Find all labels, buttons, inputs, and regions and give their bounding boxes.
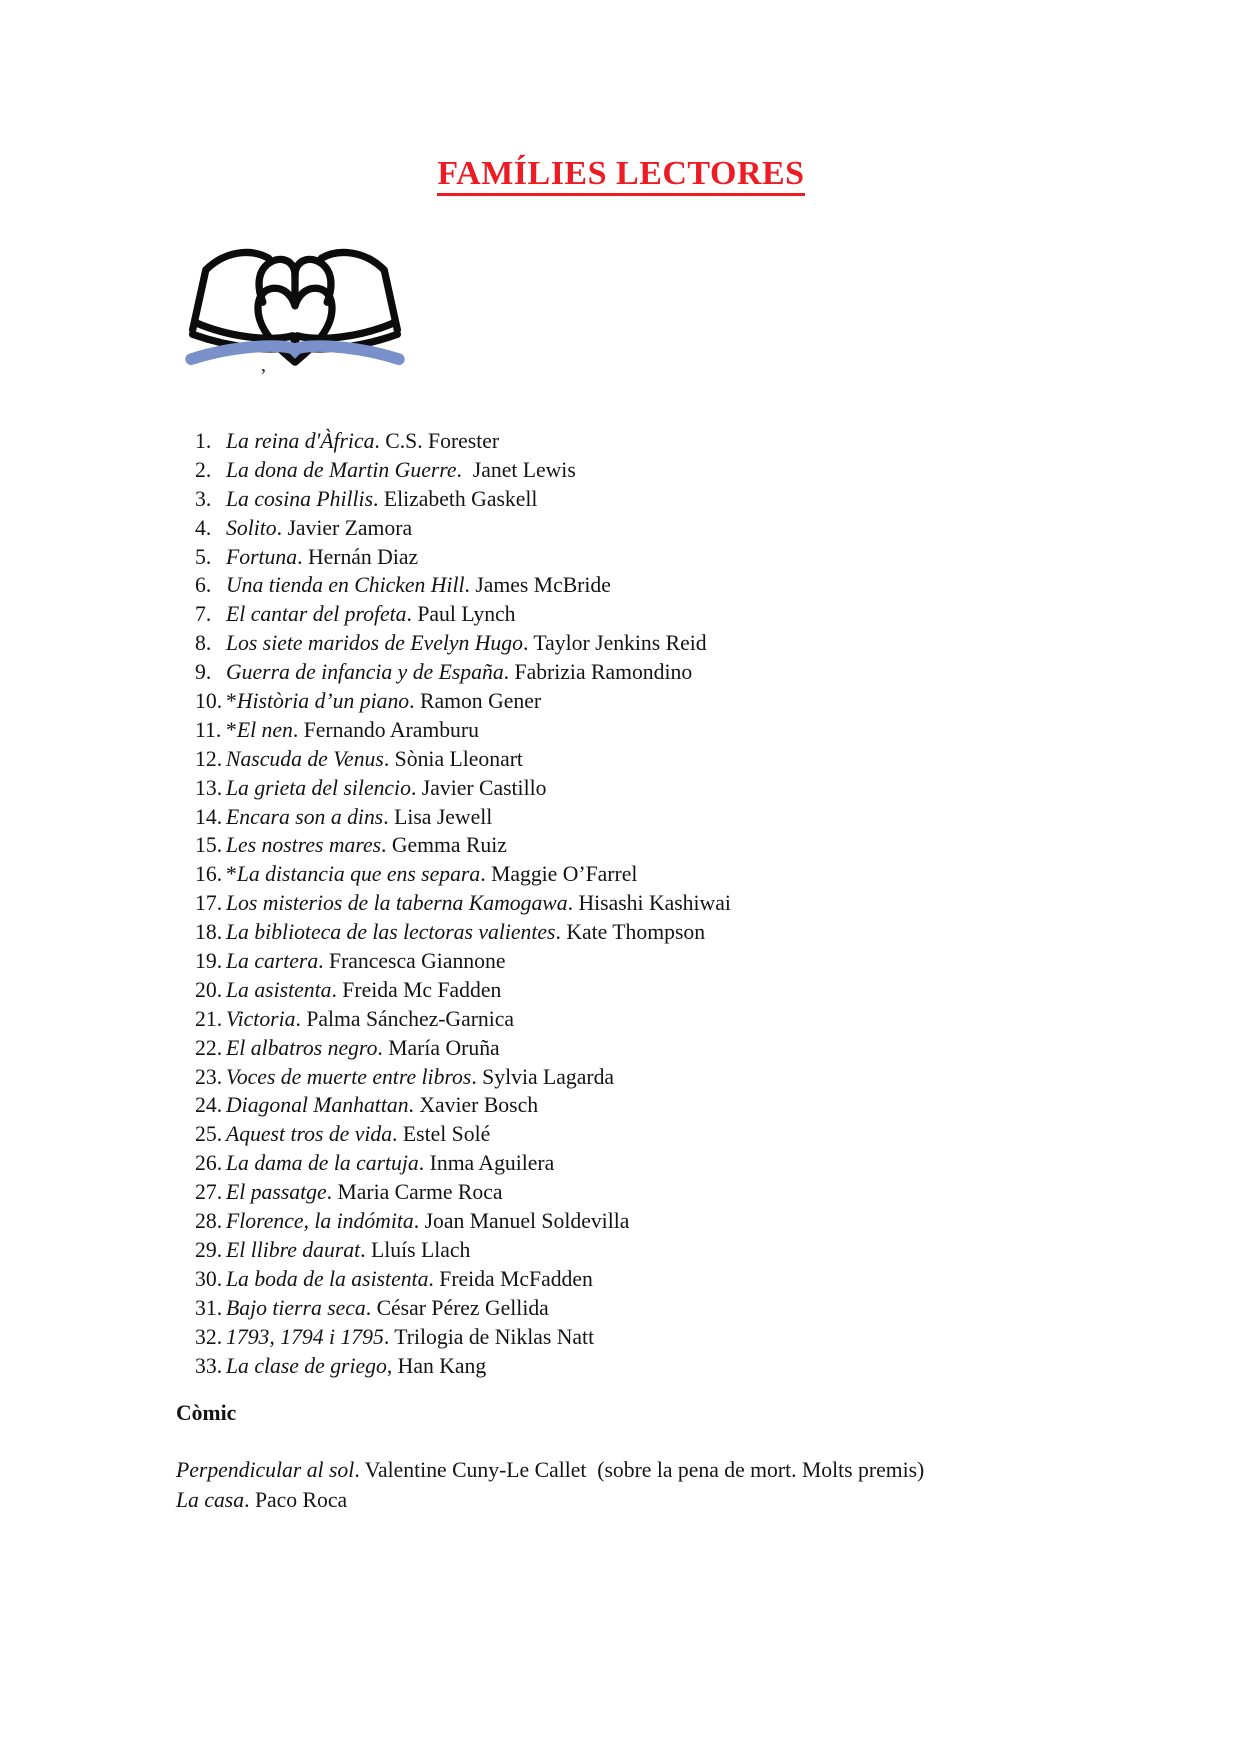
page-title-text: FAMÍLIES LECTORES <box>437 155 804 196</box>
item-title: La distancia que ens separa <box>236 862 481 887</box>
item-title: Encara son a dins <box>226 804 384 829</box>
item-title: Les nostres mares <box>226 833 382 858</box>
item-author: César Pérez Gellida <box>376 1295 549 1320</box>
item-author: Francesca Giannone <box>329 949 506 974</box>
item-separator: . <box>409 689 420 714</box>
list-item <box>195 1236 731 1265</box>
item-title: La asistenta <box>226 977 332 1002</box>
item-number: 8. <box>195 631 212 656</box>
item-author: Ramon Gener <box>420 689 542 714</box>
item-author: Javier Zamora <box>287 515 413 540</box>
item-number: 27. <box>195 1180 223 1205</box>
list-item <box>195 1207 731 1236</box>
item-separator: . <box>410 775 422 800</box>
item-separator: . <box>295 1006 307 1031</box>
list-item <box>195 1034 731 1063</box>
item-author: Hisashi Kashiwai <box>578 891 731 916</box>
item-separator: . <box>456 457 473 482</box>
item-asterisk: * <box>226 717 237 742</box>
item-separator: . <box>318 949 330 974</box>
item-author: Paul Lynch <box>417 602 516 627</box>
item-separator: . <box>464 573 476 598</box>
item-title: Florence, la indómita <box>226 1209 414 1234</box>
item-separator: . <box>406 602 418 627</box>
item-number: 23. <box>195 1064 223 1089</box>
item-separator: . <box>292 717 304 742</box>
item-title: Guerra de infancia y de España <box>226 660 504 685</box>
item-separator: . <box>326 1180 338 1205</box>
item-separator: . <box>374 429 386 453</box>
item-author: Taylor Jenkins Reid <box>533 631 707 656</box>
item-title: Aquest tros de vida <box>226 1122 393 1147</box>
item-number: 20. <box>195 977 223 1002</box>
item-number: 19. <box>195 949 223 974</box>
item-author: Inma Aguilera <box>429 1151 555 1176</box>
item-number: 30. <box>195 1266 223 1291</box>
item-author: Kate Thompson <box>566 920 706 945</box>
entry-title: Perpendicular al sol <box>176 1458 355 1482</box>
item-title: La dona de Martin Guerre <box>226 457 457 482</box>
item-title: La cartera <box>226 949 319 974</box>
list-item <box>195 1063 731 1092</box>
list-item <box>195 745 731 774</box>
item-number: 22. <box>195 1035 223 1060</box>
item-author: Xavier Bosch <box>419 1093 539 1118</box>
item-number: 2. <box>195 457 212 482</box>
list-item <box>195 1091 731 1120</box>
item-title: Nascuda de Venus <box>226 746 384 771</box>
entry-separator: . <box>354 1458 365 1482</box>
item-title: Los siete maridos de Evelyn Hugo <box>226 631 523 656</box>
item-number: 1. <box>195 429 212 453</box>
list-item <box>195 947 731 976</box>
item-title: Una tienda en Chicken Hill <box>226 573 465 598</box>
item-number: 6. <box>195 573 212 598</box>
item-number: 17. <box>195 891 223 916</box>
item-separator: . <box>480 862 492 887</box>
item-title: El nen <box>236 717 293 742</box>
item-separator: . <box>392 1122 403 1147</box>
item-author: Maggie O’Farrel <box>491 862 638 887</box>
book-list <box>195 427 731 1380</box>
item-title: Victoria <box>226 1006 296 1031</box>
item-author: Trilogia de Niklas Natt <box>394 1324 595 1349</box>
item-author: Palma Sánchez-Garnica <box>306 1006 515 1031</box>
item-title: La clase de griego <box>226 1353 387 1378</box>
item-separator: . <box>413 1209 425 1234</box>
item-separator: , <box>386 1353 398 1378</box>
item-title: El llibre daurat <box>226 1237 361 1262</box>
item-title: El albatros negro <box>226 1035 378 1060</box>
item-number: 14. <box>195 804 223 829</box>
item-author: Han Kang <box>397 1353 487 1378</box>
item-separator: . <box>408 1093 420 1118</box>
item-number: 26. <box>195 1151 223 1176</box>
item-title: La reina d'Àfrica <box>226 429 375 453</box>
item-number: 33. <box>195 1353 223 1378</box>
item-author: Gemma Ruiz <box>391 833 507 858</box>
list-item <box>195 658 731 687</box>
item-title: Diagonal Manhattan <box>226 1093 409 1118</box>
comic-entry <box>176 1456 924 1486</box>
item-title: La grieta del silencio <box>226 775 411 800</box>
list-item <box>195 629 731 658</box>
item-author: Fabrizia Ramondino <box>514 660 693 685</box>
list-item <box>195 716 731 745</box>
list-item <box>195 427 731 456</box>
comic-section-heading: Còmic <box>176 1401 237 1425</box>
list-item <box>195 456 731 485</box>
item-number: 29. <box>195 1237 223 1262</box>
item-separator: . <box>383 804 395 829</box>
item-author: Hernán Diaz <box>307 544 419 569</box>
item-separator: . <box>471 1064 483 1089</box>
list-item <box>195 1005 731 1034</box>
item-separator: . <box>418 1151 430 1176</box>
list-item <box>195 485 731 514</box>
item-title: 1793, 1794 i 1795 <box>226 1324 384 1349</box>
item-separator: . <box>331 977 343 1002</box>
item-author: Joan Manuel Soldevilla <box>424 1209 630 1234</box>
item-author: Lisa Jewell <box>394 804 493 829</box>
item-title: Los misterios de la taberna Kamogawa <box>226 891 568 916</box>
item-title: La dama de la cartuja <box>226 1151 419 1176</box>
item-title: La boda de la asistenta <box>226 1266 429 1291</box>
item-number: 7. <box>195 602 212 627</box>
item-author: Fernando Aramburu <box>303 717 479 742</box>
list-item <box>195 860 731 889</box>
item-asterisk: * <box>226 862 237 887</box>
item-separator: . <box>555 920 567 945</box>
item-separator: . <box>373 486 384 511</box>
item-author: Maria Carme Roca <box>337 1180 503 1205</box>
item-number: 5. <box>195 544 212 569</box>
item-number: 21. <box>195 1006 223 1031</box>
item-number: 4. <box>195 515 212 540</box>
list-item <box>195 687 731 716</box>
item-author: James McBride <box>475 573 611 598</box>
item-number: 12. <box>195 746 223 771</box>
entry-author: Valentine Cuny-Le Callet (sobre la pena de mort. Molts premis) <box>364 1458 925 1482</box>
item-author: Sylvia Lagarda <box>482 1064 615 1089</box>
item-asterisk: * <box>226 689 237 714</box>
list-item <box>195 1323 731 1352</box>
item-separator: . <box>522 631 534 656</box>
item-title: Història d’un piano <box>236 689 410 714</box>
comic-entry <box>176 1486 924 1516</box>
item-number: 9. <box>195 660 212 685</box>
item-separator: . <box>365 1295 377 1320</box>
item-number: 3. <box>195 486 212 511</box>
item-number: 24. <box>195 1093 223 1118</box>
item-title: La cosina Phillis <box>226 486 374 511</box>
item-number: 15. <box>195 833 223 858</box>
item-number: 25. <box>195 1122 223 1147</box>
list-item <box>195 1149 731 1178</box>
item-number: 13. <box>195 775 223 800</box>
item-author: María Oruña <box>388 1035 500 1060</box>
list-item <box>195 600 731 629</box>
item-title: Solito <box>226 515 277 540</box>
page-title <box>0 152 1242 196</box>
item-title: Bajo tierra seca <box>226 1295 366 1320</box>
blue-swoosh <box>191 346 399 359</box>
entry-title: La casa <box>176 1487 245 1512</box>
item-number: 28. <box>195 1209 223 1234</box>
item-author: Freida McFadden <box>439 1266 593 1291</box>
list-item <box>195 514 731 543</box>
item-number: 16. <box>195 862 223 887</box>
comic-list <box>176 1456 924 1515</box>
item-author: Sònia Lleonart <box>394 746 523 771</box>
list-item <box>195 774 731 803</box>
item-separator: . <box>567 891 579 916</box>
item-separator: . <box>503 660 515 685</box>
item-separator: . <box>297 544 308 569</box>
item-title: Voces de muerte entre libros <box>226 1064 472 1089</box>
entry-author: Paco Roca <box>254 1487 348 1512</box>
item-author: Lluís Llach <box>370 1237 471 1262</box>
caption-mark: ’ <box>260 365 267 387</box>
list-item <box>195 918 731 947</box>
item-author: Elizabeth Gaskell <box>383 486 538 511</box>
list-item <box>195 976 731 1005</box>
item-separator: . <box>360 1237 371 1262</box>
list-item <box>195 543 731 572</box>
list-item <box>195 803 731 832</box>
item-number: 10. <box>195 689 223 714</box>
item-author: Estel Solé <box>402 1122 491 1147</box>
item-author: Janet Lewis <box>472 457 576 482</box>
item-separator: . <box>377 1035 389 1060</box>
item-number: 11. <box>195 717 222 742</box>
item-number: 32. <box>195 1324 223 1349</box>
item-number: 31. <box>195 1295 223 1320</box>
entry-separator: . <box>244 1487 255 1512</box>
item-separator: . <box>428 1266 440 1291</box>
list-item <box>195 1294 731 1323</box>
item-title: El passatge <box>226 1180 327 1205</box>
item-separator: . <box>381 833 392 858</box>
list-item <box>195 1120 731 1149</box>
list-item <box>195 831 731 860</box>
item-separator: . <box>383 1324 395 1349</box>
item-author: Freida Mc Fadden <box>342 977 502 1002</box>
item-author: C.S. Forester <box>385 429 500 453</box>
list-item <box>195 889 731 918</box>
item-title: El cantar del profeta <box>226 602 407 627</box>
list-item <box>195 1178 731 1207</box>
item-author: Javier Castillo <box>421 775 547 800</box>
item-number: 18. <box>195 920 223 945</box>
open-book-heart-icon <box>178 236 412 372</box>
list-item <box>195 1352 731 1381</box>
item-separator: . <box>383 746 395 771</box>
list-item <box>195 571 731 600</box>
list-item <box>195 1265 731 1294</box>
item-title: Fortuna <box>226 544 298 569</box>
item-separator: . <box>276 515 288 540</box>
item-title: La biblioteca de las lectoras valientes <box>226 920 556 945</box>
